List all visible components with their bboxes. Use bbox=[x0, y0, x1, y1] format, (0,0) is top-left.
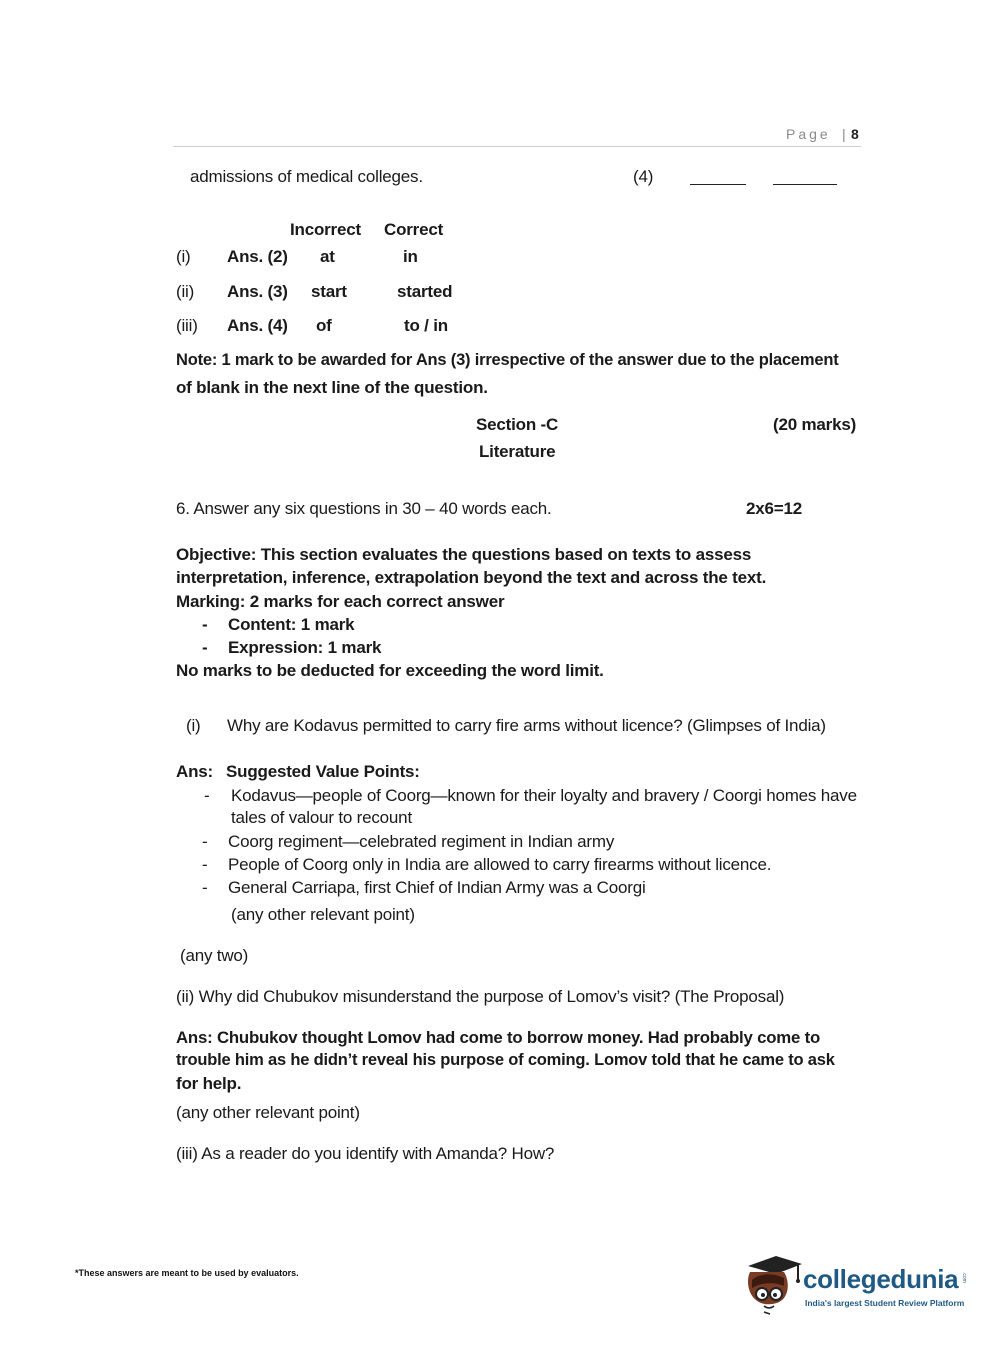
answer-blank bbox=[773, 184, 837, 185]
row-incorrect: at bbox=[320, 247, 335, 266]
row-incorrect: start bbox=[311, 282, 347, 301]
row-number: (iii) bbox=[176, 316, 198, 335]
objective-line: Objective: This section evaluates the questions based on texts to assess bbox=[176, 545, 752, 564]
logo-tagline: India's largest Student Review Platform bbox=[805, 1298, 965, 1308]
row-incorrect: of bbox=[316, 316, 332, 335]
row-correct: to / in bbox=[404, 316, 448, 335]
q6-marks: 2x6=12 bbox=[746, 499, 803, 518]
marking-scheme: Marking: 2 marks for each correct answer bbox=[176, 592, 505, 611]
answer-blank bbox=[690, 184, 746, 185]
value-point: Kodavus—people of Coorg—known for their loyalty and bravery / Coorgi homes have bbox=[231, 786, 857, 805]
note-line: of blank in the next line of the question. bbox=[176, 378, 488, 397]
logo-wordmark: collegedunia bbox=[803, 1264, 959, 1294]
qii-question: (ii) Why did Chubukov misunderstand the purpose of Lomov’s visit? (The Proposal) bbox=[176, 987, 785, 1006]
qii-answer-line: Ans: Chubukov thought Lomov had come to borrow money. Had probably come to bbox=[176, 1028, 821, 1047]
bullet-dash: - bbox=[202, 832, 208, 851]
page-label: Page bbox=[786, 126, 831, 142]
collegedunia-mascot-icon bbox=[742, 1250, 804, 1316]
row-number: (ii) bbox=[176, 282, 195, 301]
value-point: Coorg regiment—celebrated regiment in Indian army bbox=[228, 832, 615, 851]
row-answer: Ans. (4) bbox=[227, 316, 288, 335]
header-rule bbox=[173, 146, 861, 147]
bullet-dash: - bbox=[202, 855, 208, 874]
ans-label: Ans: bbox=[176, 762, 213, 781]
value-point: General Carriapa, first Chief of Indian Army was a Coorgi bbox=[228, 878, 646, 897]
section-title: Section -C bbox=[476, 415, 559, 434]
q6-instruction: 6. Answer any six questions in 30 – 40 words each. bbox=[176, 499, 552, 518]
objective-line: interpretation, inference, extrapolation beyond the text and across the text. bbox=[176, 568, 767, 587]
row-correct: started bbox=[397, 282, 453, 301]
bullet-dash: - bbox=[202, 638, 208, 657]
logo-dotcom: .com bbox=[961, 1272, 967, 1283]
bullet-dash: - bbox=[204, 786, 210, 805]
note-line: Note: 1 mark to be awarded for Ans (3) irrespective of the answer due to the placement bbox=[176, 351, 839, 369]
row-correct: in bbox=[403, 247, 418, 266]
value-point: People of Coorg only in India are allowed to carry firearms without licence. bbox=[228, 855, 772, 874]
other-point-note: (any other relevant point) bbox=[231, 905, 415, 924]
value-point-continued: tales of valour to recount bbox=[231, 808, 412, 827]
q5-tail-text: admissions of medical colleges. bbox=[190, 167, 423, 186]
section-marks: (20 marks) bbox=[773, 415, 857, 434]
footer-note: *These answers are meant to be used by evaluators. bbox=[75, 1268, 299, 1278]
row-answer: Ans. (2) bbox=[227, 247, 288, 266]
other-point-note: (any other relevant point) bbox=[176, 1103, 360, 1122]
marking-expression: Expression: 1 mark bbox=[228, 638, 382, 657]
page-number: 8 bbox=[851, 126, 859, 142]
q5-item-number: (4) bbox=[633, 167, 654, 186]
page-separator: | bbox=[842, 126, 846, 142]
row-answer: Ans. (3) bbox=[227, 282, 288, 301]
section-subtitle: Literature bbox=[479, 442, 556, 461]
bullet-dash: - bbox=[202, 615, 208, 634]
marking-content: Content: 1 mark bbox=[228, 615, 355, 634]
qi-question: Why are Kodavus permitted to carry fire arms without licence? (Glimpses of India) bbox=[227, 716, 826, 735]
qii-answer-line: trouble him as he didn’t reveal his purpose of coming. Lomov told that he came to ask bbox=[176, 1051, 835, 1069]
ans-heading: Suggested Value Points: bbox=[226, 762, 420, 781]
no-deduction-note: No marks to be deducted for exceeding the word limit. bbox=[176, 661, 604, 680]
qi-number: (i) bbox=[186, 716, 201, 735]
qii-answer-line: for help. bbox=[176, 1074, 242, 1093]
bullet-dash: - bbox=[202, 878, 208, 897]
any-two-note: (any two) bbox=[180, 946, 249, 965]
col-incorrect-header: Incorrect bbox=[290, 220, 361, 239]
col-correct-header: Correct bbox=[384, 220, 444, 239]
qiii-question: (iii) As a reader do you identify with Amanda? How? bbox=[176, 1144, 555, 1163]
row-number: (i) bbox=[176, 247, 191, 266]
